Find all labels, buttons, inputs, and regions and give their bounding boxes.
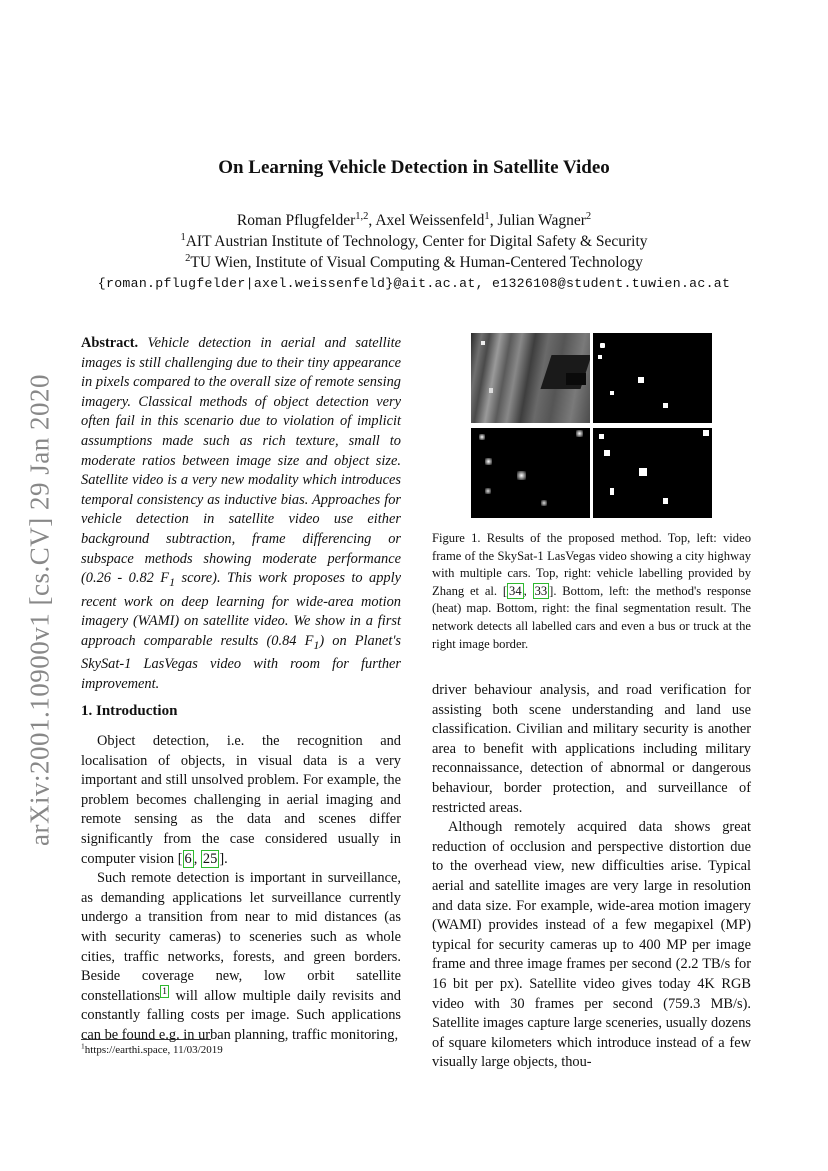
figure-1: [471, 333, 712, 518]
right-paragraph-1: driver behaviour analysis, and road verification for assisting both scene understanding and land use classification. Civilian and military security is another area to benefit with applications including military reconnaissance, detection of abnormal or dangerous behaviour, border protection, and surveillance of restricted areas.: [432, 682, 751, 816]
footnote-ref-1[interactable]: 1: [162, 985, 168, 997]
abstract-label: Abstract.: [81, 335, 139, 351]
citation-34[interactable]: 34: [509, 583, 522, 598]
arxiv-sidebar: [18, 360, 62, 860]
citation-33[interactable]: 33: [534, 583, 548, 598]
intro-right-column: [432, 681, 751, 1073]
footnote-rule: [81, 1039, 211, 1040]
labelling-image: [593, 333, 712, 423]
paper-title: On Learning Vehicle Detection in Satellite Video: [218, 157, 610, 178]
right-paragraph-2: Although remotely acquired data shows great reduction of occlusion and perspective distortion due to the overhead view, new difficulties arise. Typical aerial and satellite images are very large in resolution and data size. For example, wide-area motion imagery (WAMI) provides instead of a few megapixel (MP) typical for security cameras up to 400 MP per image frame and three image frames per second (2.2 TB/s for 16 bit per px). Satellite video gives today 4K RGB video with 30 frames per second (759.3 MB/s). Satellite images capture large sceneries, usually dozens of square kilometers which introduce instead of a few visually large objects, thou-: [432, 819, 751, 1071]
footnote-link[interactable]: https://earthi.space, 11/03/2019: [84, 1044, 223, 1056]
footnote: $^1$https://earthi.space, 11/03/2019: [81, 1041, 223, 1056]
affiliation-1: $^1$AIT Austrian Institute of Technology, Center for Digital Safety & Security: [180, 231, 648, 250]
abstract: [81, 334, 401, 694]
intro-paragraph-1: Object detection, i.e. the recognition and localisation of objects, in visual data is a very important and still unsolved problem. For example, the problem becomes challenging in aerial imaging and remote sensing as the data and scenes differ significantly from the case considered usually in computer vision [ 6 , 25 ].: [81, 733, 401, 867]
citation-6[interactable]: 6: [184, 850, 192, 867]
video-frame-image: [471, 333, 590, 423]
affiliation-2: $^2$TU Wien, Institute of Visual Computing & Human-Centered Technology: [185, 252, 643, 271]
authors: Roman Pflugfelder$^{1,2}$, Axel Weissenfeld$^1$, Julian Wagner$^2$: [236, 210, 592, 229]
heat-map-image: [471, 428, 590, 518]
intro-paragraph-2: Such remote detection is important in surveillance, as demanding applications let surveillance currently undergo a transition from near to mid distances (as with security cameras) to sceneries such as whole cities, traffic networks, forests, and green borders. Beside coverage new, low orbit satellite constellations $^1$ will allow multiple daily revisits and constantly falling costs per image. Such applications can be found e.g. in urban planning, traffic monitoring,: [81, 870, 401, 1043]
intro-left-column: [81, 732, 401, 1046]
citation-25[interactable]: 25: [202, 850, 218, 867]
arxiv-id: arXiv:2001.10900v1 [cs.CV] 29 Jan 2020: [24, 374, 55, 846]
figure-caption: Figure 1. Results of the proposed method. Top, left: video frame of the SkySat-1 LasVegas video showing a city highway with multiple cars. Top, right: vehicle labelling provided by Zhang et al. [ 34 , 33 ]. Bottom, left: the method's response (heat) map. Bottom, right: the final segmentation result. The network detects all labelled cars and even a bus or truck at the right image border.: [432, 531, 752, 651]
segmentation-image: [593, 428, 712, 518]
section-heading-introduction: 1. Introduction: [81, 703, 178, 719]
author-emails: {roman.pflugfelder|axel.weissenfeld}@ait.ac.at, e1326108@student.tuwien.ac.at: [97, 276, 731, 291]
abstract-text: Vehicle detection in aerial and satellite images is still challenging due to their tiny appearance in pixels compared to the overall size of remote sensing imagery. Classical methods of object detection very often fail in this scenario due to violation of implicit assumptions made such as rich texture, small to moderate ratios between image size and object size. Satellite video is a very new modality which introduces temporal consistency as inductive bias. Approaches for vehicle detection in satellite video use either background subtraction, frame differencing or subspace methods showing moderate performance (0.26 - 0.82 $F_1$ score). This work proposes to apply recent work on deep learning for wide-area motion imagery (WAMI) on satellite video. We show in a first approach comparable results (0.84 $F_1$) on Planet's SkySat-1 LasVegas video with room for further improvement.: [81, 335, 401, 692]
